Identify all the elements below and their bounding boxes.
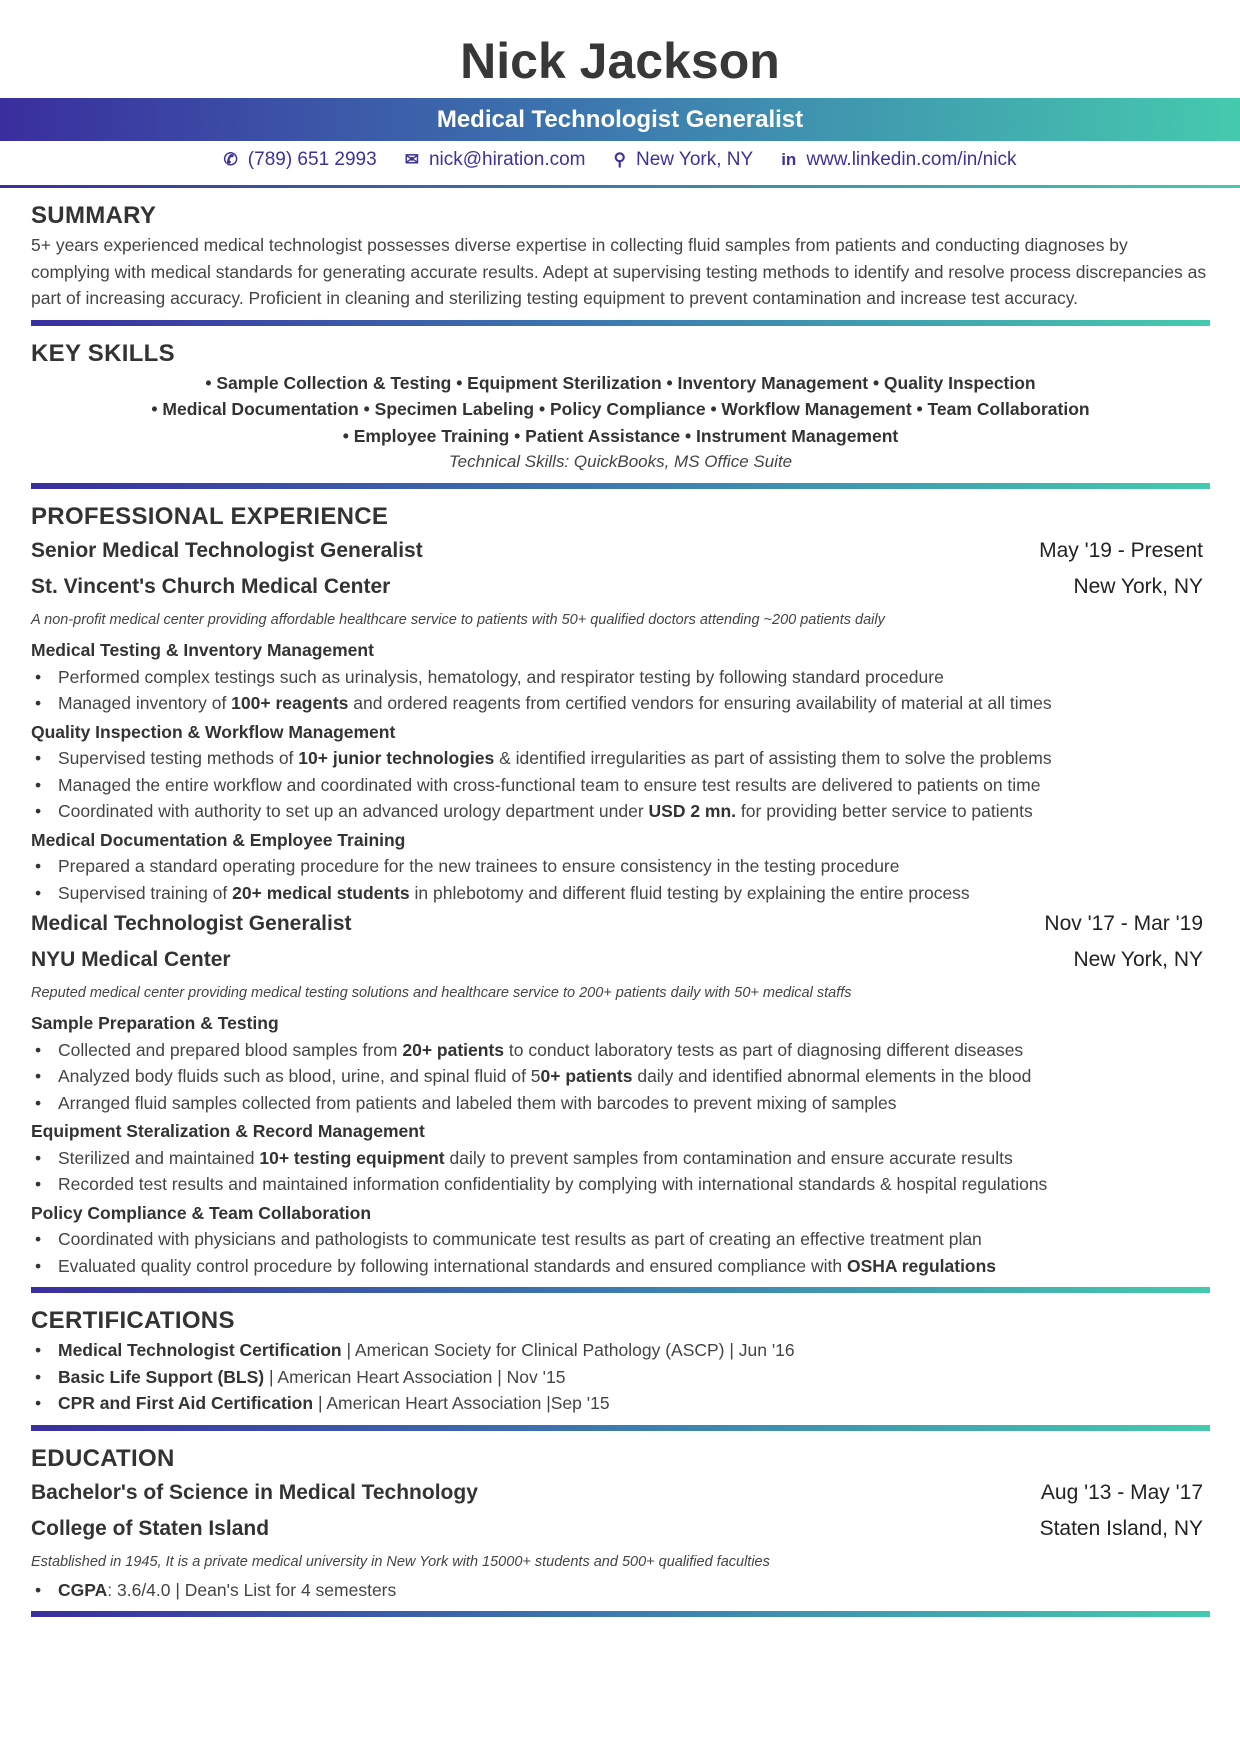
certification-item: [31, 1337, 1210, 1364]
phone-icon: ✆: [223, 150, 238, 169]
degree: Bachelor's of Science in Medical Technology: [31, 1480, 478, 1504]
text-segment: Managed inventory of: [58, 693, 232, 713]
company-row: [31, 942, 1210, 978]
section-divider: [31, 1287, 1210, 1293]
contact-text: New York, NY: [635, 149, 754, 170]
text-segment: : 3.6/4.0 | Dean's List for 4 semesters: [107, 1579, 397, 1600]
contact-item: [224, 149, 377, 170]
company-row: [31, 569, 1210, 605]
job-location: New York, NY: [1073, 948, 1203, 971]
contact-item: [781, 149, 1016, 170]
responsibility-heading: Medical Documentation & Employee Training: [31, 829, 406, 850]
text-segment: | American Heart Association |Sep '15: [313, 1393, 610, 1413]
text-segment: | American Society for Clinical Pathology (ASCP) | Jun '16: [341, 1340, 795, 1360]
bullet-list: [31, 853, 1210, 906]
responsibility-heading: Medical Testing & Inventory Management: [31, 640, 374, 660]
text-segment: Supervised testing methods of: [58, 748, 299, 768]
education-dates: Aug '13 - May '17: [1040, 1480, 1203, 1504]
list-item: [31, 1253, 1210, 1280]
list-item: [31, 1226, 1210, 1253]
responsibility-heading: Policy Compliance & Team Collaboration: [31, 1202, 372, 1223]
list-item: [31, 1090, 1210, 1117]
education-heading: EDUCATION: [31, 1444, 175, 1472]
bullet-list: [31, 1037, 1210, 1117]
bold-text: Basic Life Support (BLS): [58, 1366, 265, 1387]
skills-line: • Medical Documentation • Specimen Labeling • Policy Compliance • Workflow Management • Team Collaboration: [151, 399, 1090, 419]
section-divider: [31, 1425, 1210, 1431]
list-item: [31, 690, 1210, 717]
school-location: Staten Island, NY: [1039, 1516, 1203, 1540]
job-title-row: [31, 533, 1210, 569]
list-item: [31, 1037, 1210, 1064]
experience-heading: PROFESSIONAL EXPERIENCE: [31, 503, 389, 530]
bold-text: 0+ patients: [540, 1066, 633, 1086]
header-divider: [0, 185, 1240, 188]
job-entry: [31, 533, 1210, 906]
text-segment: Prepared a standard operating procedure for the new trainees to ensure consistency in the testing procedure: [58, 856, 900, 876]
list-item: [31, 1171, 1210, 1198]
envelope-icon: ✉: [404, 150, 419, 169]
responsibility-heading: Equipment Steralization & Record Management: [31, 1121, 425, 1141]
company-name: NYU Medical Center: [31, 948, 231, 971]
text-segment: Performed complex testings such as urinalysis, hematology, and respirator testing by following standard procedure: [58, 666, 944, 687]
section-divider: [31, 483, 1210, 489]
text-segment: daily to prevent samples from contamination and ensure accurate results: [444, 1147, 1013, 1168]
text-segment: Recorded test results and maintained information confidentiality by complying with international standards & hospital regulations: [58, 1174, 1048, 1194]
text-segment: for providing better service to patients: [736, 801, 1033, 821]
text-segment: Supervised training of: [58, 882, 233, 903]
section-divider: [31, 320, 1210, 326]
contact-text[interactable]: nick@hiration.com: [428, 149, 586, 170]
text-segment: Coordinated with physicians and pathologists to communicate test results as part of creating an effective treatment plan: [58, 1229, 982, 1249]
certifications-list: [31, 1337, 1210, 1417]
text-segment: in phlebotomy and different fluid testing by explaining the entire process: [409, 882, 970, 903]
text-segment: daily and identified abnormal elements in the blood: [632, 1066, 1032, 1086]
company-description: A non-profit medical center providing affordable healthcare service to patients with 50+ qualified doctors attending ~200 patients daily: [31, 612, 885, 628]
job-title: Medical Technologist Generalist: [31, 912, 352, 935]
contact-text: (789) 651 2993: [247, 149, 377, 170]
school-description: Established in 1945, It is a private medical university in New York with 15000+ students and 500+ qualified faculties: [31, 1553, 770, 1570]
linkedin-icon: in: [781, 150, 797, 169]
certifications-heading: CERTIFICATIONS: [31, 1307, 235, 1334]
bold-text: OSHA regulations: [846, 1255, 997, 1276]
education-row: [31, 1475, 1210, 1511]
responsibility-heading: Quality Inspection & Workflow Management: [31, 721, 396, 742]
section-divider: [31, 1611, 1210, 1617]
company-name: St. Vincent's Church Medical Center: [31, 575, 391, 598]
education-item: [31, 1577, 1210, 1604]
certification-item: [31, 1364, 1210, 1391]
summary-text: 5+ years experienced medical technologist possesses diverse expertise in collecting fluid samples from patients and conducting diagnoses by complying with medical standards for generating accurate results. Adept at supervising testing methods to identify and resolve process discrepancies as part of increasing accuracy. Proficient in cleaning and sterilizing testing equipment to prevent contamination and increase test accuracy.: [31, 235, 1207, 308]
list-item: [31, 745, 1210, 772]
job-location: New York, NY: [1073, 575, 1203, 598]
job-dates: Nov '17 - Mar '19: [1044, 912, 1203, 935]
skills-line: • Employee Training • Patient Assistance • Instrument Management: [342, 425, 899, 446]
bold-text: USD 2 mn.: [648, 801, 737, 821]
title-banner: [0, 98, 1240, 141]
list-item: [31, 1063, 1210, 1090]
candidate-name: Nick Jackson: [460, 33, 780, 89]
experience-list: [31, 533, 1210, 1279]
certification-item: [31, 1390, 1210, 1417]
responsibility-heading: Sample Preparation & Testing: [31, 1013, 279, 1033]
text-segment: Coordinated with authority to set up an advanced urology department under: [58, 801, 649, 821]
map-pin-icon: ⚲: [613, 150, 626, 169]
text-segment: Evaluated quality control procedure by following international standards and ensured compliance with: [58, 1255, 847, 1276]
bold-text: 20+ patients: [402, 1039, 505, 1060]
text-segment: to conduct laboratory tests as part of diagnosing different diseases: [504, 1039, 1024, 1060]
school: College of Staten Island: [31, 1516, 270, 1540]
contact-bar: [0, 147, 1240, 173]
list-item: [31, 798, 1210, 825]
education-bullets: [31, 1577, 1210, 1604]
list-item: [31, 664, 1210, 691]
text-segment: and ordered reagents from certified vendors for ensuring availability of material at all times: [348, 693, 1052, 713]
summary-heading: SUMMARY: [31, 202, 157, 229]
skills-list: [31, 370, 1210, 450]
text-segment: Managed the entire workflow and coordinated with cross-functional team to ensure test results are delivered to patients on time: [58, 774, 1041, 795]
contact-item: [405, 149, 586, 170]
skills-heading: KEY SKILLS: [31, 339, 175, 367]
text-segment: & identified irregularities as part of assisting them to solve the problems: [494, 748, 1052, 768]
job-title-row: [31, 906, 1210, 942]
bold-text: CGPA: [58, 1579, 108, 1600]
skills-line: • Sample Collection & Testing • Equipment Sterilization • Inventory Management • Quality Inspection: [205, 372, 1036, 393]
list-item: [31, 1145, 1210, 1172]
bullet-list: [31, 664, 1210, 717]
list-item: [31, 772, 1210, 799]
text-segment: Sterilized and maintained: [58, 1147, 260, 1168]
text-segment: Arranged fluid samples collected from patients and labeled them with barcodes to prevent mixing of samples: [58, 1092, 897, 1113]
text-segment: | American Heart Association | Nov '15: [264, 1366, 566, 1387]
technical-skills: Technical Skills: QuickBooks, MS Office Suite: [448, 452, 793, 471]
job-dates: May '19 - Present: [1039, 539, 1203, 562]
company-description: Reputed medical center providing medical testing solutions and healthcare service to 200+ patients daily with 50+ medical staffs: [31, 985, 852, 1001]
job-entry: [31, 906, 1210, 1279]
bullet-list: [31, 745, 1210, 825]
contact-text[interactable]: www.linkedin.com/in/nick: [806, 149, 1017, 170]
text-segment: Analyzed body fluids such as blood, urine, and spinal fluid of 5: [58, 1066, 541, 1086]
text-segment: Collected and prepared blood samples from: [58, 1039, 403, 1060]
bold-text: 10+ junior technologies: [298, 748, 495, 768]
job-title: Medical Technologist Generalist: [436, 106, 804, 133]
contact-item: [614, 149, 754, 170]
resume-body: [31, 200, 1210, 1629]
list-item: [31, 853, 1210, 880]
bold-text: CPR and First Aid Certification: [58, 1393, 314, 1413]
bold-text: 100+ reagents: [231, 693, 349, 713]
list-item: [31, 880, 1210, 907]
bold-text: 20+ medical students: [232, 882, 410, 903]
bullet-list: [31, 1145, 1210, 1198]
school-row: [31, 1511, 1210, 1547]
bold-text: 10+ testing equipment: [259, 1147, 445, 1168]
bold-text: Medical Technologist Certification: [58, 1340, 342, 1360]
bullet-list: [31, 1226, 1210, 1279]
job-title: Senior Medical Technologist Generalist: [31, 539, 423, 562]
